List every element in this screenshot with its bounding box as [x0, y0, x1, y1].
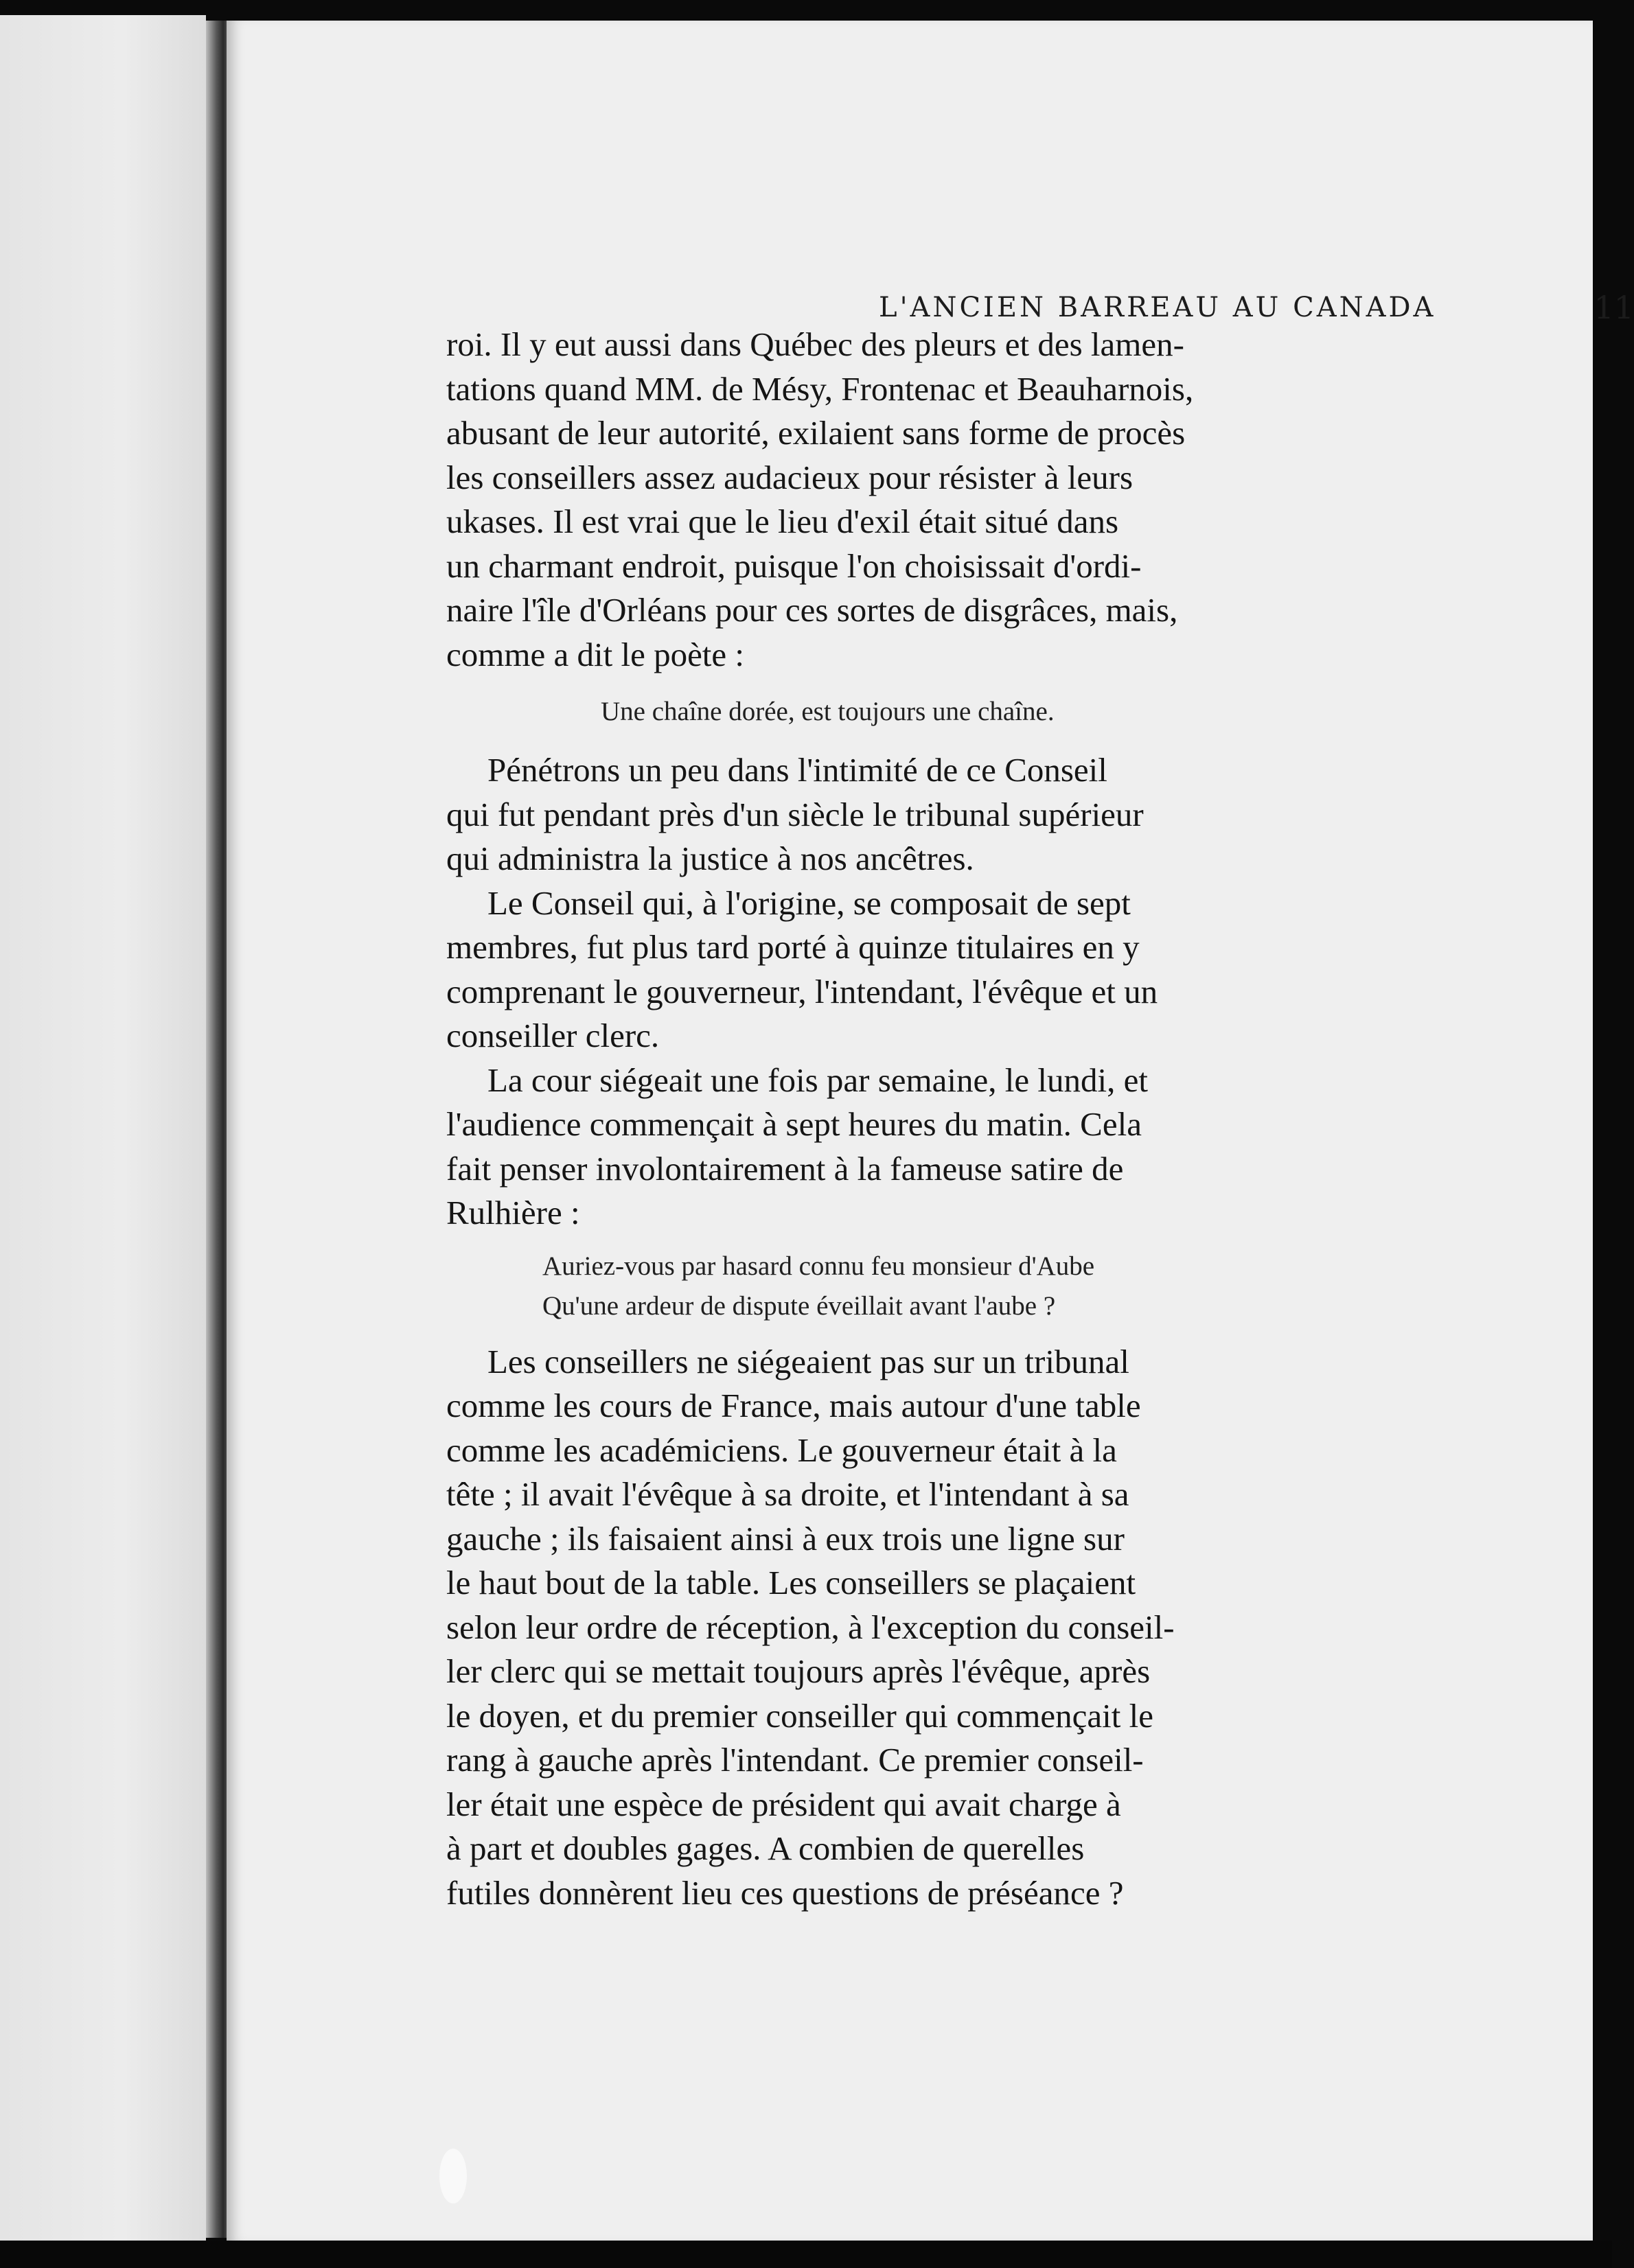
- paragraph: roi. Il y eut aussi dans Québec des pleurs et des lamen- tations quand MM. de Mésy, Frontenac et Beauharnois, abusant de leur autorité, exilaient sans forme de procès les conseillers assez audacieux pour résister à leurs ukases. Il est vrai que le lieu d'exil était situé dans un charmant endroit, puisque l'on choisissait d'ordi- naire l'île d'Orléans pour ces sortes de disgrâces, mais, comme a dit le poète :: [446, 325, 1194, 673]
- scan-bottom-edge: [0, 2241, 1612, 2268]
- running-title: L'ANCIEN BARREAU AU CANADA: [879, 292, 1436, 323]
- paragraph: Le Conseil qui, à l'origine, se composait de sept membres, fut plus tard porté à quinze titulaires en y comprenant le gouverneur, l'intendant, l'évêque et un conseiller clerc.: [446, 883, 1158, 1054]
- paragraph: La cour siégeait une fois par semaine, le lundi, et l'audience commençait à sept heures du matin. Cela fait penser involontairement à la fameuse satire de Rulhière :: [446, 1061, 1148, 1231]
- scan-smudge: [439, 2149, 467, 2203]
- body-text: [446, 323, 1407, 1915]
- verse-quote: Auriez-vous par hasard connu feu monsieur d'Aube Qu'une ardeur de dispute éveillait avant l'aube ?: [542, 1251, 1095, 1321]
- left-page-margin: [0, 15, 206, 2243]
- paragraph: Pénétrons un peu dans l'intimité de ce Conseil qui fut pendant près d'un siècle le tribunal supérieur qui administra la justice à nos ancêtres.: [446, 751, 1144, 877]
- verse-quote: Une chaîne dorée, est toujours une chaîne.: [601, 697, 1055, 726]
- page-number: 11: [1593, 289, 1634, 326]
- paragraph: Les conseillers ne siégeaient pas sur un tribunal comme les cours de France, mais autour d'une table comme les académiciens. Le gouverneur était à la tête ; il avait l'évêque à sa droite, et l'intendant à sa gauche ; ils faisaient ainsi à eux trois une ligne sur le haut bout de la table. Les conseillers se plaçaient selon leur ordre de réception, à l'exception du conseil- ler clerc qui se mettait toujours après l'évêque, après le doyen, et du premier conseiller qui commençait le rang à gauche après l'intendant. Ce premier conseil- ler était une espèce de président qui avait charge à à part et doubles gages. A combien de querelles futiles donnèrent lieu ces questions de préséance ?: [446, 1342, 1175, 1912]
